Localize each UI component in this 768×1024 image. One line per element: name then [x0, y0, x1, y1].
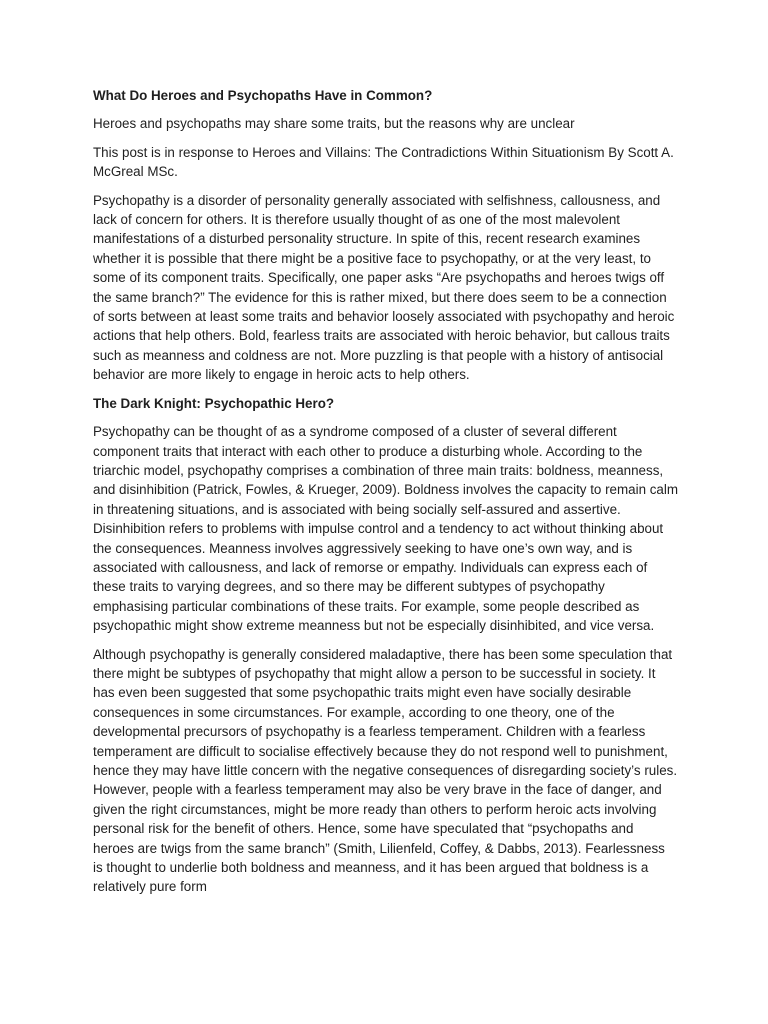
paragraph: Psychopathy can be thought of as a syndrome composed of a cluster of several different component traits that interact with each other to produce a disturbing whole. According to the triarchic model, psychopathy comprises a combination of three main traits: boldness, meanness, and disinhibition (Patrick, Fowles, & Krueger, 2009). Boldness involves the capacity to remain calm in threatening situations, and is associated with being socially self-assured and assertive. Disinhibition refers to problems with impulse control and a tendency to act without thinking about the consequences. Meanness involves aggressively seeking to have one’s own way, and is associated with callousness, and lack of remorse or empathy. Individuals can express each of these traits to varying degrees, and so there may be different subtypes of psychopathy emphasising particular combinations of these traits. For example, some people described as psychopathic might show extreme meanness but not be especially disinhibited, and vice versa.: [93, 424, 679, 634]
document-page: [93, 86, 678, 906]
paragraph: Psychopathy is a disorder of personality generally associated with selfishness, callousness, and lack of concern for others. It is therefore usually thought of as one of the most malevolent manifestations of a disturbed personality structure. In spite of this, recent research examines whether it is possible that there might be a positive face to psychopathy, or at the very least, to some of its component traits. Specifically, one paper asks “Are psychopaths and heroes twigs off the same branch?” The evidence for this is rather mixed, but there does seem to be a connection of sorts between at least some traits and behavior loosely associated with psychopathy and heroic actions that help others. Bold, fearless traits are associated with heroic behavior, but callous traits such as meanness and coldness are not. More puzzling is that people with a history of antisocial behavior are more likely to engage in heroic acts to help others.: [93, 192, 675, 383]
document-title: What Do Heroes and Psychopaths Have in Common?: [93, 88, 433, 103]
document-intro: This post is in response to Heroes and Villains: The Contradictions Within Situationism By Scott A. McGreal MSc.: [93, 144, 674, 180]
document-subtitle: Heroes and psychopaths may share some traits, but the reasons why are unclear: [93, 116, 575, 132]
paragraph: Although psychopathy is generally considered maladaptive, there has been some speculation that there might be subtypes of psychopathy that might allow a person to be successful in society. It has even been suggested that some psychopathic traits might even have socially desirable consequences in some circumstances. For example, according to one theory, one of the developmental precursors of psychopathy is a fearless temperament. Children with a fearless temperament are difficult to socialise effectively because they do not respond well to punishment, hence they may have little concern with the negative consequences of disregarding society’s rules. However, people with a fearless temperament may also be very brave in the face of danger, and given the right circumstances, might be more ready than others to perform heroic acts involving personal risk for the benefit of others. Hence, some have speculated that “psychopaths and heroes are twigs from the same branch” (Smith, Lilienfeld, Coffey, & Dabbs, 2013). Fearlessness is thought to underlie both boldness and meanness, and it has been argued that boldness is a relatively pure form: [93, 646, 678, 895]
section-heading: The Dark Knight: Psychopathic Hero?: [93, 395, 335, 411]
